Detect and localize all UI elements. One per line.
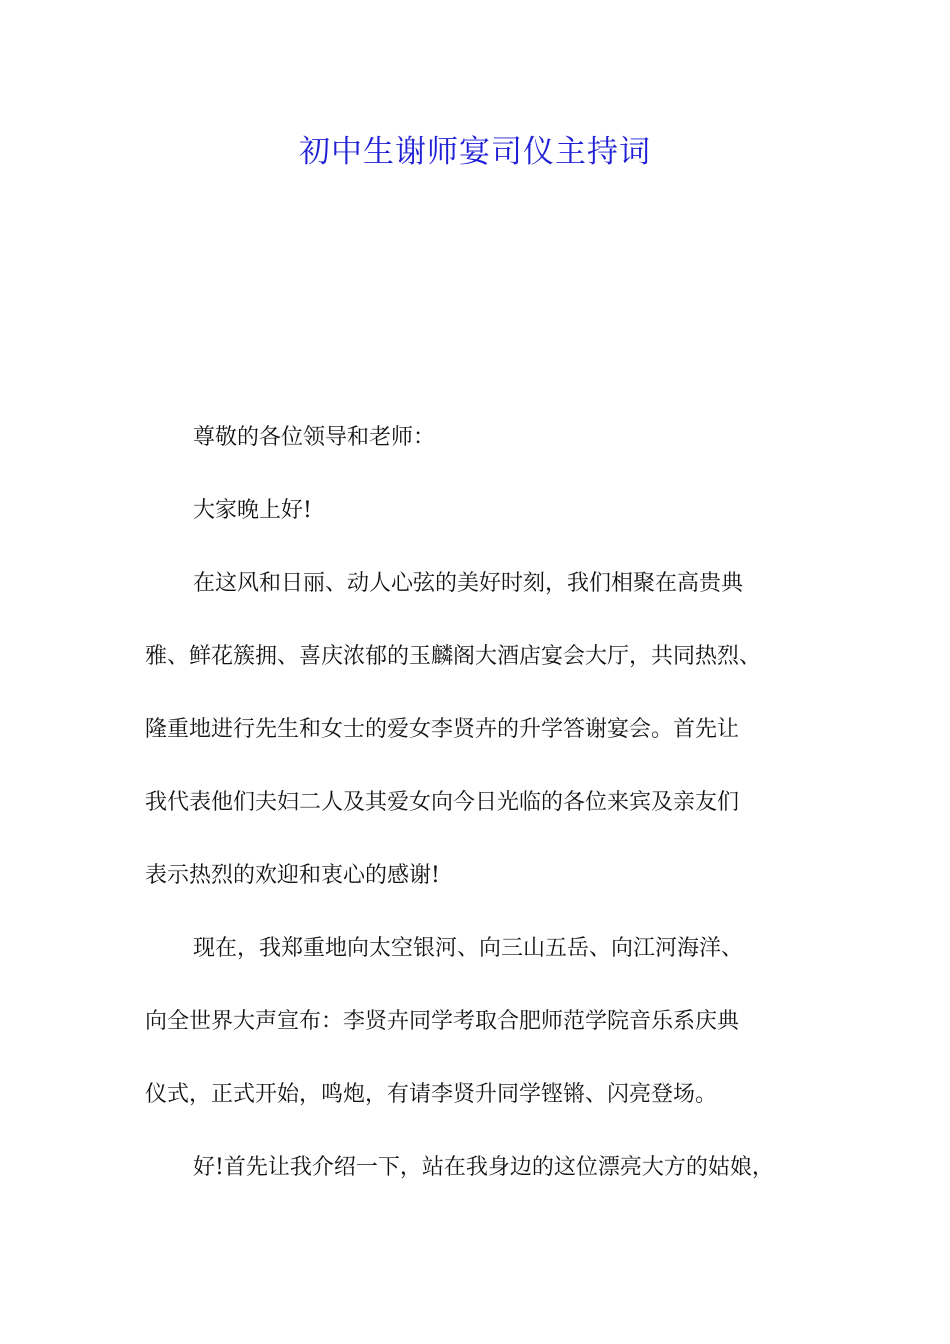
text-line: 在这风和日丽、动人心弦的美好时刻，我们相聚在高贵典 [193,571,744,596]
document-body [145,415,825,1218]
text-line: 雅、鲜花簇拥、喜庆浓郁的玉麟阁大酒店宴会大厅，共同热烈、 [145,644,762,669]
text-line: 仪式，正式开始，鸣炮，有请李贤升同学铿锵、闪亮登场。 [145,1082,718,1107]
text-line: 向全世界大声宣布：李贤卉同学考取合肥师范学院音乐系庆典 [145,1009,740,1034]
text-line-greeting: 大家晚上好! [193,498,312,523]
text-line-salutation: 尊敬的各位领导和老师： [193,425,436,450]
document-title: 初中生谢师宴司仪主持词 [299,134,651,170]
text-line: 表示热烈的欢迎和衷心的感谢! [145,863,440,888]
text-line: 现在，我郑重地向太空银河、向三山五岳、向江河海洋、 [193,936,744,961]
text-line: 隆重地进行先生和女士的爱女李贤卉的升学答谢宴会。首先让 [145,717,740,742]
text-line: 我代表他们夫妇二人及其爱女向今日光临的各位来宾及亲友们 [145,790,740,815]
text-line: 好!首先让我介绍一下，站在我身边的这位漂亮大方的姑娘， [193,1155,774,1180]
